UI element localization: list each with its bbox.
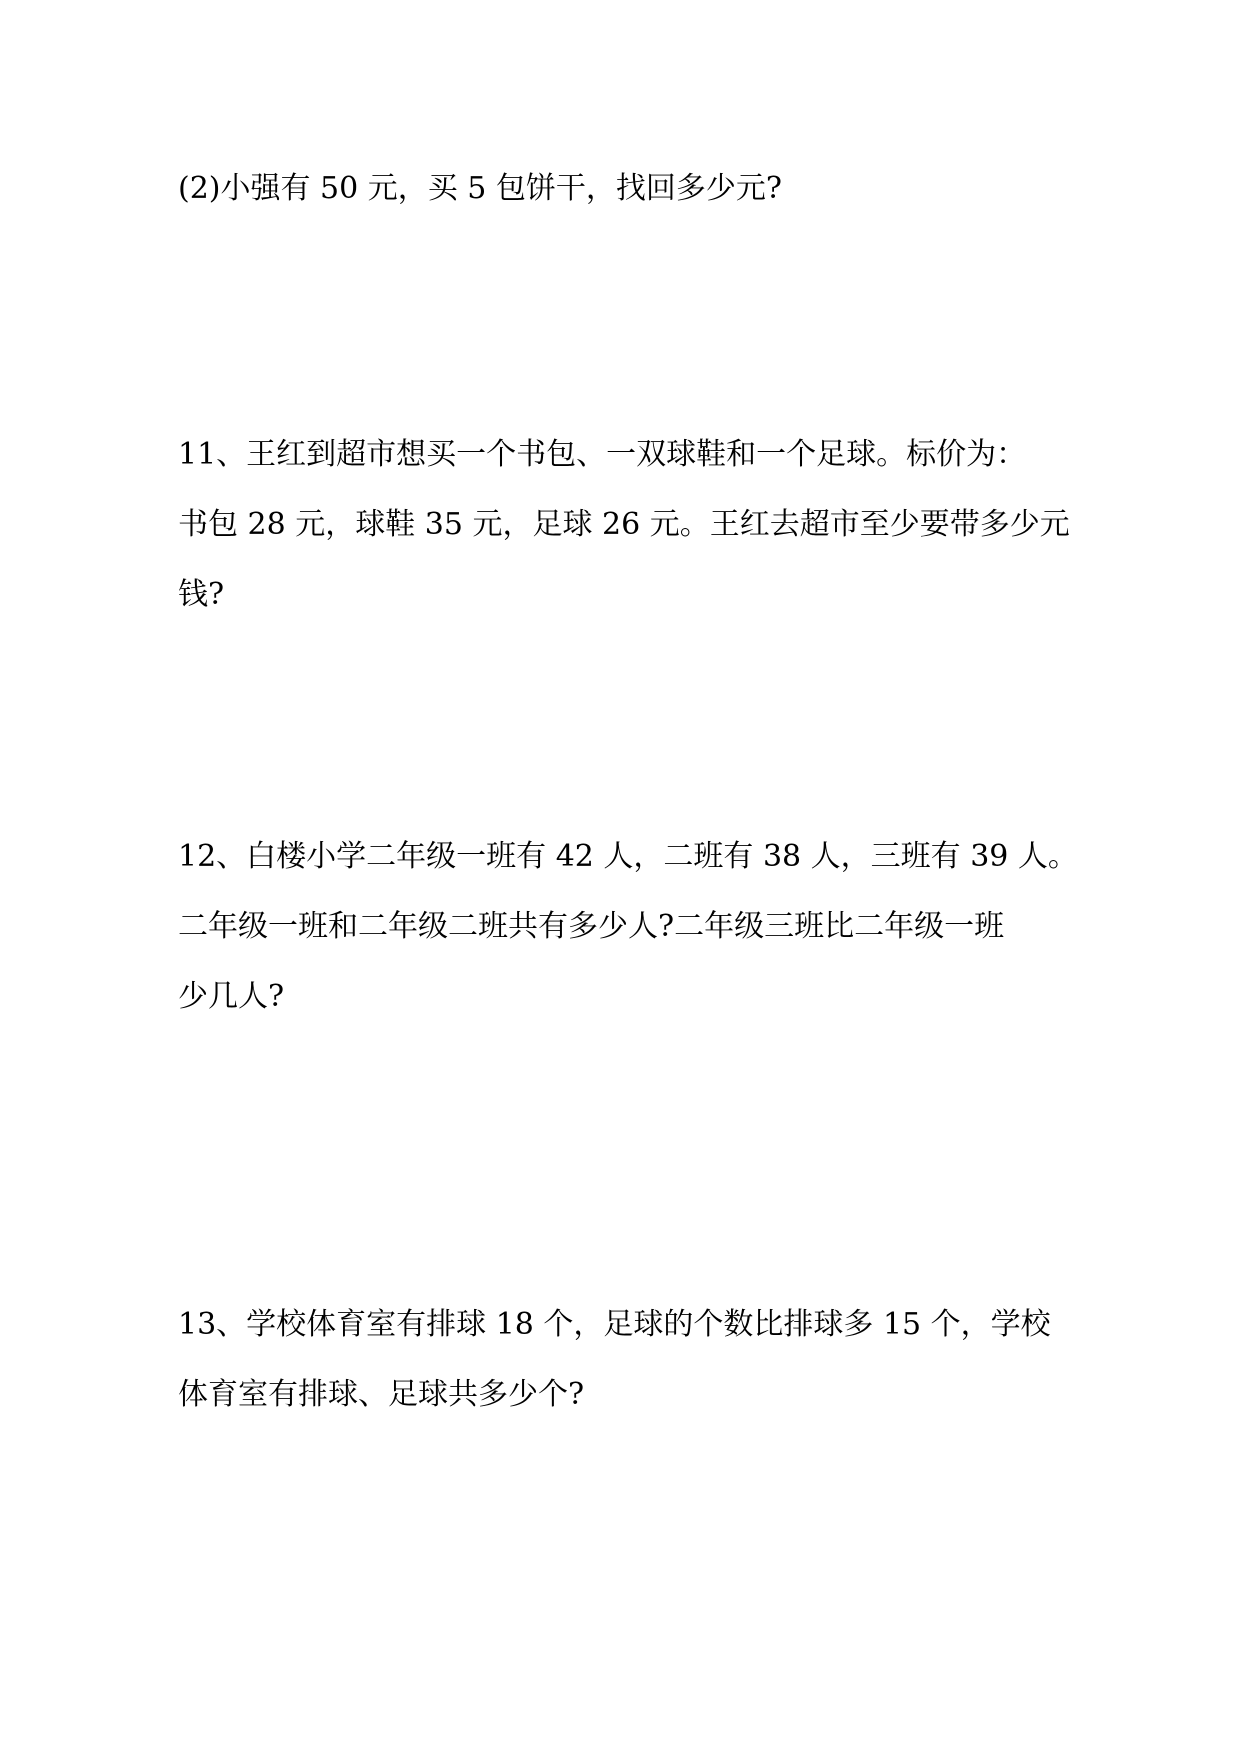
problem-text-line: 体育室有排球、足球共多少个? xyxy=(178,1377,585,1412)
problem-text-line: 12、白楼小学二年级一班有 42 人，二班有 38 人，三班有 39 人。 xyxy=(178,839,1078,874)
problem-text-line: 13、学校体育室有排球 18 个，足球的个数比排球多 15 个，学校 xyxy=(178,1307,1051,1342)
problem-text-line: (2)小强有 50 元，买 5 包饼干，找回多少元? xyxy=(178,171,782,206)
problem-text-line: 少几人? xyxy=(178,979,285,1014)
problem-text-line: 二年级一班和二年级二班共有多少人?二年级三班比二年级一班 xyxy=(178,909,1005,944)
problem-12 xyxy=(178,834,1078,1044)
problem-11 xyxy=(178,432,1078,642)
problem-13 xyxy=(178,1302,1078,1442)
problem-text-line: 钱? xyxy=(178,577,225,612)
problem-10-part-2 xyxy=(178,166,1078,212)
problem-text-line: 11、王红到超市想买一个书包、一双球鞋和一个足球。标价为： xyxy=(178,437,1027,472)
problem-text-line: 书包 28 元，球鞋 35 元，足球 26 元。王红去超市至少要带多少元 xyxy=(178,507,1070,542)
